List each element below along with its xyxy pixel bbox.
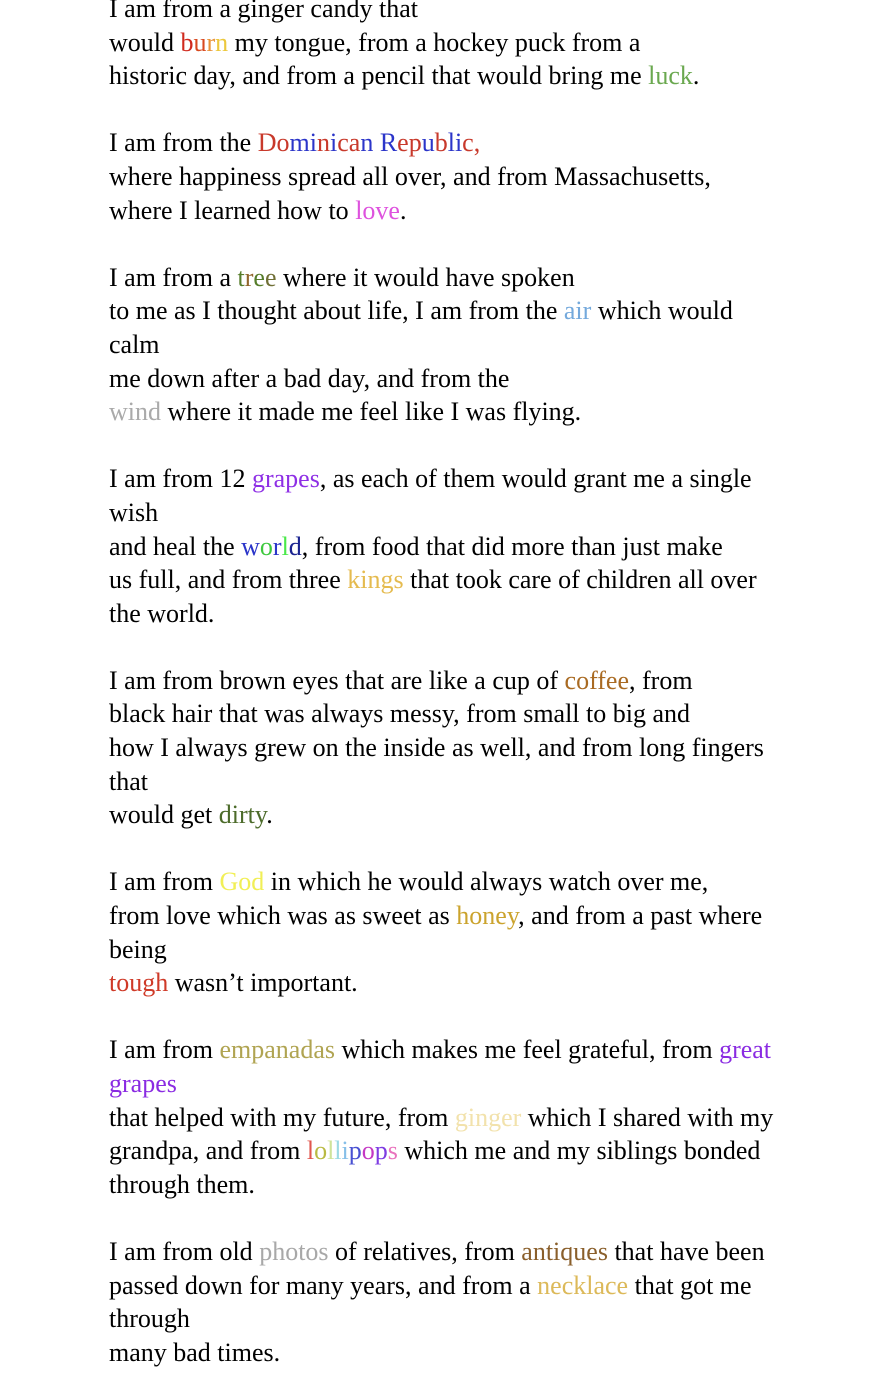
- colored-text-segment: p: [348, 1136, 362, 1166]
- colored-text-segment: photos: [259, 1236, 329, 1266]
- colored-text-segment: antiques: [521, 1236, 608, 1266]
- colored-text-segment: d: [288, 531, 302, 561]
- poem-line: [109, 362, 773, 396]
- text-segment: I am from old: [109, 1236, 260, 1266]
- colored-text-segment: m: [289, 128, 310, 158]
- text-segment: I am from: [109, 1035, 220, 1065]
- text-segment: many bad times.: [109, 1337, 281, 1367]
- text-segment: black hair that was always messy, from small to big and: [109, 699, 691, 729]
- text-segment: how I always grew on the inside as well, and from long fingers: [109, 733, 764, 763]
- colored-text-segment: i: [329, 128, 338, 158]
- poem-line: [109, 563, 773, 597]
- colored-text-segment: l: [334, 1136, 342, 1166]
- colored-text-segment: R: [379, 128, 398, 158]
- colored-text-segment: o: [276, 128, 290, 158]
- colored-text-segment: o: [259, 531, 273, 561]
- poem-line: [109, 160, 773, 194]
- poem-line: [109, 328, 773, 362]
- colored-text-segment: l: [306, 1136, 315, 1166]
- text-segment: I am from 12: [109, 464, 252, 494]
- text-segment: would get: [109, 800, 219, 830]
- text-segment: , from: [629, 665, 693, 695]
- poem-line: [109, 933, 773, 967]
- text-segment: wasn’t important.: [168, 968, 358, 998]
- text-segment: that got me: [628, 1270, 752, 1300]
- text-segment: through: [109, 1304, 190, 1334]
- poem-line: [109, 1235, 773, 1269]
- stanza: [109, 865, 773, 999]
- poem-line: [109, 966, 773, 1000]
- poem-line: [109, 1168, 773, 1202]
- stanza: [109, 0, 773, 93]
- colored-text-segment: grapes: [251, 464, 320, 494]
- poem-line: [109, 261, 773, 295]
- colored-text-segment: i: [454, 128, 463, 158]
- colored-text-segment: coffee: [564, 665, 630, 695]
- poem-line: [109, 1101, 773, 1135]
- text-segment: I am from a ginger candy that: [109, 0, 418, 23]
- poem-line: [109, 664, 773, 698]
- poem-line: [109, 1302, 773, 1336]
- poem-line: [109, 731, 773, 765]
- colored-text-segment: grapes: [109, 1069, 177, 1098]
- stanza: [109, 462, 773, 630]
- poem-line: [109, 1134, 773, 1168]
- text-segment: I am from a: [109, 262, 238, 292]
- colored-text-segment: l: [447, 128, 455, 158]
- text-segment: grandpa, and from: [109, 1136, 307, 1166]
- poem-line: [109, 395, 773, 429]
- colored-text-segment: kings: [347, 565, 404, 595]
- text-segment: that took care of children all over: [403, 565, 757, 595]
- poem-line: [109, 530, 773, 564]
- poem-line: [109, 765, 773, 799]
- text-segment: of relatives, from: [328, 1236, 522, 1266]
- text-segment: I am from the: [109, 128, 258, 158]
- colored-text-segment: tough: [109, 968, 169, 998]
- colored-text-segment: l: [327, 1136, 335, 1166]
- text-segment: .: [399, 195, 407, 225]
- stanza: [109, 1235, 773, 1369]
- colored-text-segment: u: [193, 27, 207, 57]
- text-segment: where it would have spoken: [276, 262, 575, 292]
- colored-text-segment: necklace: [537, 1270, 629, 1300]
- colored-text-segment: air: [563, 296, 592, 326]
- colored-text-segment: love: [355, 195, 400, 225]
- colored-text-segment: c: [337, 128, 349, 158]
- colored-text-segment: r: [272, 531, 282, 561]
- colored-text-segment: e: [264, 262, 277, 292]
- colored-text-segment: great: [719, 1035, 772, 1065]
- poem-line: [109, 865, 773, 899]
- colored-text-segment: i: [309, 128, 317, 158]
- colored-text-segment: dirty: [218, 800, 267, 830]
- poem-line: [109, 194, 773, 228]
- text-segment: where I learned how to: [109, 195, 356, 225]
- colored-text-segment: God: [219, 867, 265, 897]
- text-segment: in which he would always watch over me,: [264, 867, 709, 897]
- text-segment: which me and my siblings bonded: [397, 1136, 761, 1166]
- colored-text-segment: a: [348, 128, 361, 158]
- colored-text-segment: u: [421, 128, 435, 158]
- colored-text-segment: p: [408, 128, 422, 158]
- colored-text-segment: r: [206, 27, 216, 57]
- poem-line: [109, 1067, 773, 1101]
- poem-line: [109, 697, 773, 731]
- text-segment: that have been: [607, 1236, 765, 1266]
- text-segment: .: [692, 61, 700, 91]
- text-segment: , and from a past where: [518, 901, 763, 931]
- colored-text-segment: o: [314, 1136, 328, 1166]
- text-segment: my tongue, from a hockey puck from a: [228, 27, 641, 57]
- poem-line: [109, 496, 773, 530]
- colored-text-segment: c: [462, 128, 474, 158]
- poem-line: [109, 294, 773, 328]
- poem-line: [109, 0, 773, 26]
- text-segment: to me as I thought about life, I am from the: [109, 296, 564, 326]
- text-segment: which I shared with my: [521, 1102, 774, 1132]
- poem-line: [109, 597, 773, 631]
- text-segment: which makes me feel grateful, from: [334, 1035, 720, 1065]
- poem-line: [109, 126, 773, 160]
- colored-text-segment: s: [387, 1136, 398, 1166]
- text-segment: I am from: [109, 867, 220, 897]
- colored-text-segment: ,: [473, 128, 481, 158]
- text-segment: that helped with my future, from: [109, 1102, 455, 1132]
- text-segment: being: [109, 934, 167, 964]
- text-segment: historic day, and from a pencil that would bring me: [109, 61, 649, 91]
- text-segment: us full, and from three: [109, 565, 348, 595]
- poem-line: [109, 1269, 773, 1303]
- poem-line: [109, 59, 773, 93]
- text-segment: calm: [109, 329, 160, 359]
- colored-text-segment: wind: [109, 397, 161, 427]
- poem-line: [109, 462, 773, 496]
- colored-text-segment: honey: [456, 901, 519, 931]
- text-segment: from love which was as sweet as: [109, 901, 457, 931]
- colored-text-segment: t: [237, 262, 245, 292]
- text-segment: that: [109, 766, 148, 796]
- poem: [109, 0, 773, 1369]
- colored-text-segment: e: [253, 262, 265, 292]
- stanza: [109, 664, 773, 832]
- poem-line: [109, 798, 773, 832]
- colored-text-segment: n: [316, 128, 330, 158]
- text-segment: the world.: [109, 598, 215, 628]
- colored-text-segment: e: [397, 128, 409, 158]
- text-segment: through them.: [109, 1169, 255, 1199]
- poem-line: [109, 1033, 773, 1067]
- text-segment: , as each of them would grant me a single: [319, 464, 752, 494]
- text-segment: , from food that did more than just make: [301, 531, 723, 561]
- text-segment: I am from brown eyes that are like a cup of: [109, 665, 565, 695]
- colored-text-segment: i: [341, 1136, 349, 1166]
- colored-text-segment: b: [180, 27, 194, 57]
- colored-text-segment: r: [244, 262, 254, 292]
- text-segment: where it made me feel like I was flying.: [161, 397, 582, 427]
- text-segment: .: [266, 800, 273, 830]
- colored-text-segment: ginger: [454, 1102, 522, 1132]
- poem-line: [109, 26, 773, 60]
- colored-text-segment: empanadas: [219, 1035, 335, 1065]
- colored-text-segment: n: [215, 27, 229, 57]
- text-segment: wish: [109, 497, 159, 527]
- text-segment: where happiness spread all over, and from Massachusetts,: [109, 161, 711, 191]
- poem-line: [109, 899, 773, 933]
- colored-text-segment: w: [241, 531, 260, 561]
- text-segment: me down after a bad day, and from the: [109, 363, 510, 393]
- colored-text-segment: l: [281, 531, 289, 561]
- stanza: [109, 1033, 773, 1201]
- stanza: [109, 261, 773, 429]
- text-segment: passed down for many years, and from a: [109, 1270, 538, 1300]
- colored-text-segment: o: [361, 1136, 375, 1166]
- poem-line: [109, 1336, 773, 1370]
- colored-text-segment: luck: [648, 61, 693, 91]
- colored-text-segment: n: [360, 128, 374, 158]
- colored-text-segment: b: [434, 128, 448, 158]
- text-segment: and heal the: [109, 531, 242, 561]
- stanza: [109, 126, 773, 227]
- colored-text-segment: D: [257, 128, 277, 158]
- text-segment: which would: [591, 296, 733, 326]
- colored-text-segment: p: [374, 1136, 388, 1166]
- text-segment: would: [109, 27, 181, 57]
